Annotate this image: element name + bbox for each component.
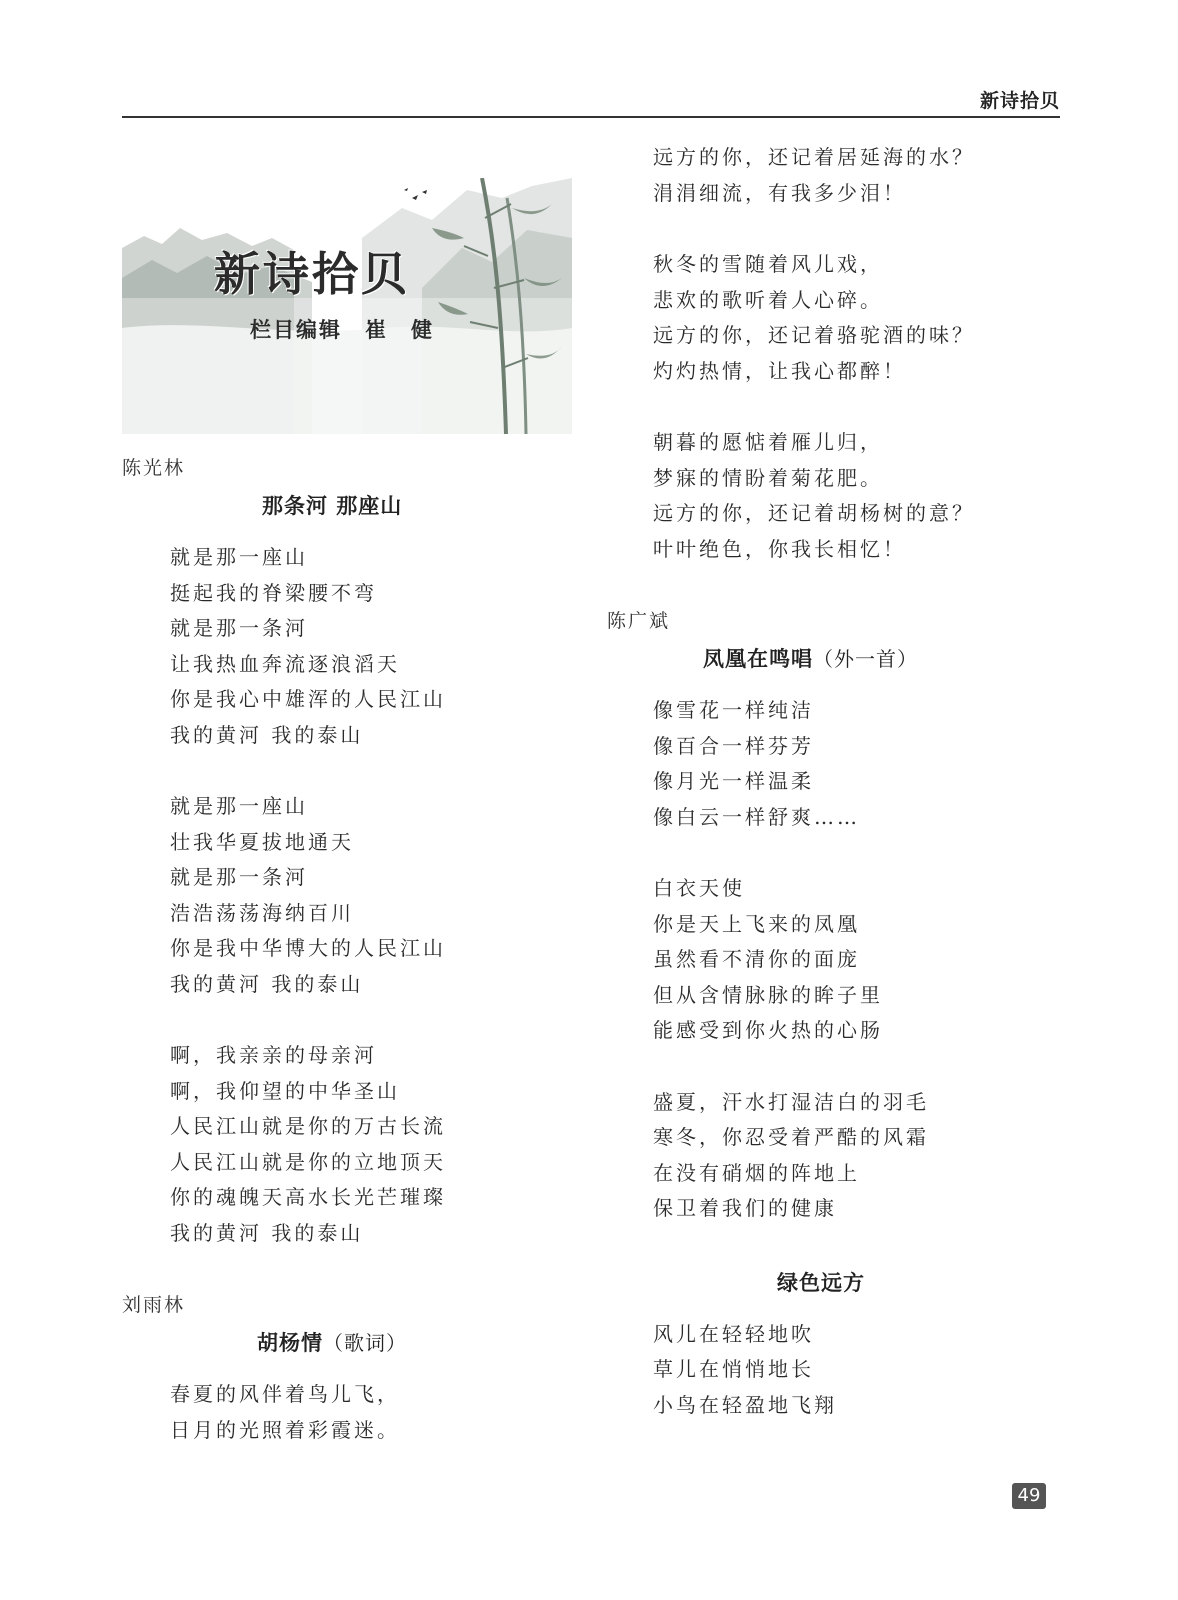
poem-line: 草儿在悄悄地长 (653, 1357, 814, 1381)
poem-line: 人民江山就是你的万古长流 (170, 1114, 446, 1138)
poem-line: 浩浩荡荡海纳百川 (170, 900, 354, 925)
poem-stanza (615, 871, 1055, 1049)
poem-line: 像雪花一样纯洁 (653, 698, 814, 722)
poem-title (122, 1323, 562, 1363)
poem-line: 但从含情脉脉的眸子里 (653, 982, 883, 1007)
poem-line: 风儿在轻轻地吹 (653, 1321, 814, 1346)
poem-line: 你的魂魄天高水长光芒璀璨 (170, 1185, 446, 1209)
poem-line: 虽然看不清你的面庞 (653, 947, 860, 971)
poem-line: 我的黄河 我的泰山 (170, 1220, 364, 1245)
poem-stanza (122, 1377, 562, 1448)
poem-stanza (615, 1317, 1055, 1424)
poem-author: 刘雨林 (122, 1294, 186, 1316)
poem-stanza (122, 540, 562, 753)
poem-line: 远方的你，还记着骆驼酒的味？ (653, 323, 975, 347)
poem-line: 寒冬，你忍受着严酷的风霜 (653, 1125, 929, 1149)
poem-line: 涓涓细流，有我多少泪！ (653, 180, 906, 205)
poem-stanza (615, 1085, 1055, 1227)
poem-line: 盛夏，汗水打湿洁白的羽毛 (653, 1089, 929, 1114)
poem-line: 壮我华夏拔地通天 (170, 829, 354, 854)
poem-title-text: 胡杨情 (257, 1331, 323, 1355)
poem-line: 保卫着我们的健康 (653, 1196, 837, 1220)
poem-line: 朝暮的愿惦着雁儿归， (653, 430, 883, 454)
poem-stanza (615, 693, 1055, 835)
poem-line: 像白云一样舒爽…… (653, 804, 860, 829)
page-number: 49 (1012, 1483, 1046, 1509)
poem-line: 能感受到你火热的心肠 (653, 1018, 883, 1042)
poem-line: 日月的光照着彩霞迷。 (170, 1417, 400, 1442)
banner-title: 新诗拾贝 (214, 247, 410, 301)
poem-line: 像月光一样温柔 (653, 769, 814, 793)
poem-subtitle: （歌词） (323, 1331, 407, 1355)
poem-line: 啊，我仰望的中华圣山 (170, 1078, 400, 1103)
poem-line: 远方的你，还记着居延海的水？ (653, 145, 975, 169)
poem-line: 梦寐的情盼着菊花肥。 (653, 465, 883, 490)
poem-line: 秋冬的雪随着风儿戏， (653, 252, 883, 276)
poem-line: 悲欢的歌听着人心碎。 (653, 287, 883, 312)
poem-line: 白衣天使 (653, 876, 745, 900)
poem-stanza (122, 1038, 562, 1251)
poem-line: 就是那一条河 (170, 865, 308, 889)
poem-author: 陈广斌 (607, 610, 671, 632)
poem-line: 你是天上飞来的凤凰 (653, 911, 860, 936)
ink-landscape-illustration (122, 178, 572, 434)
poem-line: 在没有硝烟的阵地上 (653, 1160, 860, 1185)
poem-title: 那条河 那座山 (262, 494, 403, 518)
right-column (607, 140, 1055, 1459)
banner-editor: 栏目编辑 崔 健 (250, 318, 434, 342)
poem-line: 就是那一座山 (170, 794, 308, 818)
poem-title-text: 凤凰在鸣唱 (703, 647, 813, 671)
poem-line: 像百合一样芬芳 (653, 733, 814, 758)
poem-line: 我的黄河 我的泰山 (170, 722, 364, 747)
poem-line: 我的黄河 我的泰山 (170, 971, 364, 996)
header-rule (122, 116, 1060, 118)
poem-line: 就是那一座山 (170, 545, 308, 569)
poem-line: 人民江山就是你的立地顶天 (170, 1149, 446, 1174)
poem-subtitle: （外一首） (813, 647, 918, 671)
poem-line: 你是我心中雄浑的人民江山 (170, 687, 446, 711)
poem-stanza (615, 140, 1055, 211)
poem-line: 灼灼热情，让我心都醉！ (653, 358, 906, 383)
poem-line: 远方的你，还记着胡杨树的意？ (653, 501, 975, 525)
poem-line: 让我热血奔流逐浪滔天 (170, 651, 400, 676)
poem-author: 陈光林 (122, 457, 186, 479)
poem-line: 叶叶绝色，你我长相忆！ (653, 536, 906, 561)
poem-line: 小鸟在轻盈地飞翔 (653, 1392, 837, 1417)
section-header-label: 新诗拾贝 (979, 90, 1060, 112)
poem-title (615, 639, 1055, 679)
poem-stanza (122, 789, 562, 1002)
poem-line: 你是我中华博大的人民江山 (170, 936, 446, 960)
poem-line: 挺起我的脊梁腰不弯 (170, 580, 377, 605)
poem-line: 就是那一条河 (170, 616, 308, 640)
poem-line: 啊，我亲亲的母亲河 (170, 1043, 377, 1067)
poem-stanza (615, 247, 1055, 389)
column-banner (122, 178, 572, 434)
left-column (122, 450, 562, 1484)
poem-stanza (615, 425, 1055, 567)
poem-line: 春夏的风伴着鸟儿飞， (170, 1382, 400, 1406)
poem-title: 绿色远方 (777, 1270, 865, 1295)
